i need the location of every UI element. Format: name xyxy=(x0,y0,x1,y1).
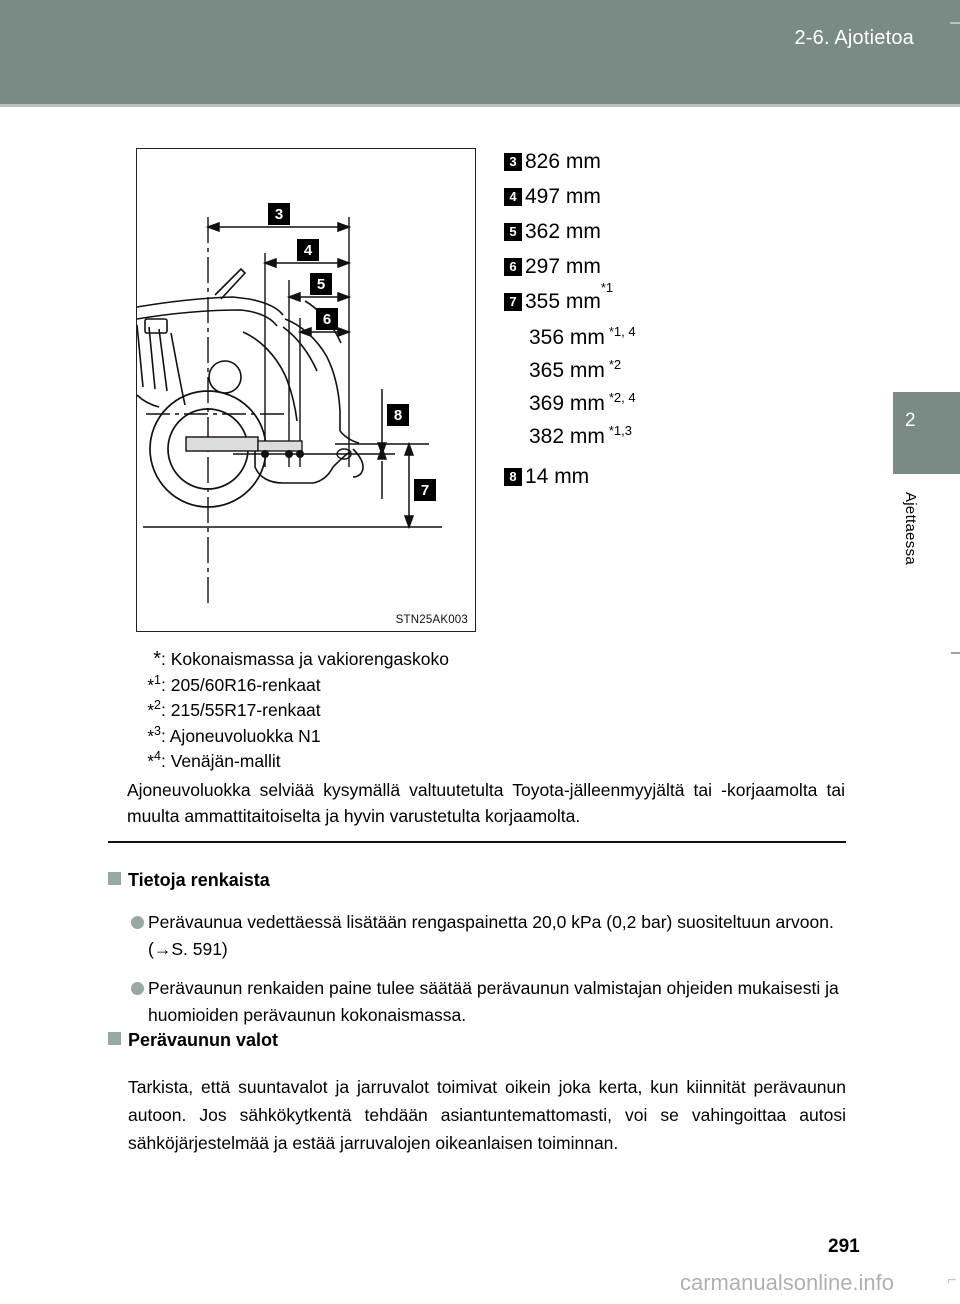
measurement-variant-row xyxy=(504,323,834,356)
square-bullet-icon xyxy=(108,1032,121,1045)
footnote-text: : Kokonaismassa ja vakiorengaskoko xyxy=(161,649,449,669)
page-number: 291 xyxy=(828,1236,860,1257)
measurement-row xyxy=(504,463,834,498)
list-item xyxy=(131,975,847,1029)
measurement-variant-value: 369 mm xyxy=(529,392,605,415)
footnote-marker-sup: 1 xyxy=(154,672,161,687)
measurement-variant-value: 365 mm xyxy=(529,359,605,382)
measurement-badge: 6 xyxy=(504,258,522,276)
section-divider xyxy=(108,841,846,843)
measurement-variant-row xyxy=(504,356,834,389)
list-item-text: Perävaunun renkaiden paine tulee säätää perävaunun valmistajan ohjeiden mukaisesti ja huomioiden perävaunun kokonaismassa. xyxy=(148,978,839,1025)
measurement-list xyxy=(504,148,834,498)
measurement-variant-row xyxy=(504,422,834,455)
measurement-value: 362 mm xyxy=(525,220,601,243)
svg-text:3: 3 xyxy=(274,206,284,223)
measurement-value: 355 mm xyxy=(525,290,601,313)
footnote-row xyxy=(127,724,847,750)
footnote-text: : Venäjän-mallit xyxy=(161,751,281,771)
measurement-variant-row xyxy=(504,389,834,422)
footnote-marker: *$^3$ xyxy=(147,723,161,746)
page-header-title: 2-6. Ajotietoa xyxy=(794,27,914,49)
vehicle-class-paragraph: Ajoneuvoluokka selviää kysymällä valtuutetulta Toyota-jälleenmyyjältä tai -korjaamolta tai muulta ammattitaitoiselta ja hyvin varustetulta korjaamolta. xyxy=(127,780,845,826)
section-heading-trailer-lights xyxy=(108,1030,278,1051)
measurement-badge: 5 xyxy=(504,223,522,241)
trailer-lights-paragraph: Tarkista, että suuntavalot ja jarruvalot toimivat oikein joka kerta, kun kiinnität perävaunun autoon. Jos sähkökytkentä tehdään asiantuntemattomasti, voi se vahingoittaa autosi sähköjärjestelmää ja estää jarruvalojen oikeanlaisen toiminnan. xyxy=(128,1077,846,1153)
measurement-footnote-ref: *1, 4 xyxy=(608,324,636,339)
footnote-row xyxy=(127,647,847,673)
measurement-value: 14 mm xyxy=(525,465,590,488)
footnote-list xyxy=(127,647,847,775)
measurement-badge: 4 xyxy=(504,188,522,206)
figure-code-label: STN25AK003 xyxy=(395,614,468,626)
chapter-tab xyxy=(893,392,960,474)
measurement-badge: 3 xyxy=(504,153,522,171)
footnote-text: : Ajoneuvoluokka N1 xyxy=(161,725,321,746)
measurement-row xyxy=(504,148,834,183)
svg-text:6: 6 xyxy=(322,311,332,328)
svg-text:8: 8 xyxy=(393,407,403,424)
measurement-value: 297 mm xyxy=(525,255,601,278)
measurement-footnote-ref: *2, 4 xyxy=(608,390,636,405)
header-underline xyxy=(0,104,960,107)
footnote-marker-sup: 3 xyxy=(154,723,161,738)
measurement-variant-value: 382 mm xyxy=(529,425,605,448)
measurement-variant-value: 356 mm xyxy=(529,326,605,349)
measurement-badge: 8 xyxy=(504,468,522,486)
watermark: carmanualsonline.info xyxy=(680,1270,895,1295)
vehicle-dimension-figure xyxy=(136,148,476,632)
footnote-marker-sup: 4 xyxy=(154,749,161,764)
svg-text:7: 7 xyxy=(420,482,430,499)
list-item xyxy=(131,909,847,963)
side-edge-mark xyxy=(951,652,960,654)
measurement-row xyxy=(504,253,834,288)
chapter-tab-label: Ajettaessa xyxy=(902,492,919,566)
footnote-marker: *$^4$ xyxy=(147,749,161,771)
square-bullet-icon xyxy=(108,872,121,885)
svg-text:5: 5 xyxy=(316,276,326,293)
measurement-row xyxy=(504,218,834,253)
measurement-footnote-ref: *2 xyxy=(608,357,622,372)
round-bullet-icon xyxy=(131,982,144,995)
footnote-row xyxy=(127,698,847,724)
measurement-value: 826 mm xyxy=(525,150,601,173)
section-heading-label: Tietoja renkaista xyxy=(128,870,270,890)
footnote-text: : 215/55R17-renkaat xyxy=(161,700,321,720)
measurement-row xyxy=(504,183,834,218)
footnote-marker: *$^2$ xyxy=(147,698,161,720)
page-header-band xyxy=(0,0,960,104)
measurement-row: 7 355 mm *1 xyxy=(504,288,834,323)
chapter-tab-number: 2 xyxy=(905,410,916,431)
footnote-row xyxy=(127,749,847,775)
section-heading-tires xyxy=(108,870,270,891)
footnote-row xyxy=(127,673,847,699)
measurement-footnote-ref: *1,3 xyxy=(608,423,632,438)
measurement-value: 497 mm xyxy=(525,185,601,208)
header-edge-tick xyxy=(950,22,960,24)
footnote-marker: * xyxy=(153,648,161,670)
footnote-marker-sup: 2 xyxy=(154,698,161,713)
svg-text:4: 4 xyxy=(303,242,313,259)
round-bullet-icon xyxy=(131,916,144,929)
footnote-marker: *$^1$ xyxy=(147,672,161,695)
vehicle-dimension-drawing xyxy=(137,149,474,630)
watermark-edge-tick: ⌐ xyxy=(947,1272,957,1289)
list-item-text: Perävaunua vedettäessä lisätään rengaspainetta 20,0 kPa (0,2 bar) suositeltuun arvoon. (→S. 591) xyxy=(148,912,834,959)
footnote-text: : 205/60R16-renkaat xyxy=(161,674,321,695)
measurement-badge: 7 xyxy=(504,293,522,311)
section-heading-label: Perävaunun valot xyxy=(128,1030,279,1050)
